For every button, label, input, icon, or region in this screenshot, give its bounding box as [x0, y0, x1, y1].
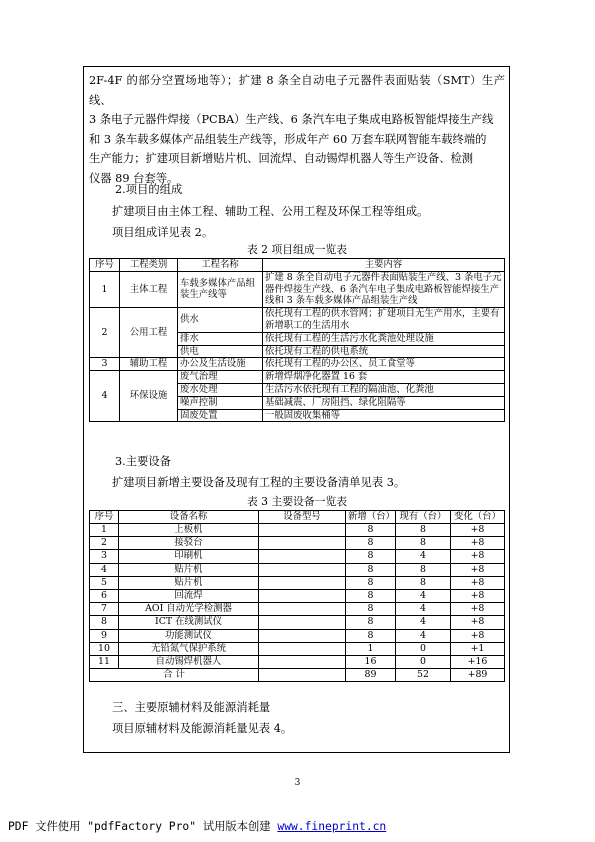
section-heading-2: 2.项目的组成: [115, 183, 183, 196]
table-row: [90, 656, 505, 669]
table3-body: [90, 524, 505, 669]
content-cell: 基础减震、厂房阻挡、绿化阻隔等: [263, 396, 505, 409]
table-row: [90, 308, 505, 333]
table-cell: +1: [451, 642, 505, 655]
table-cell: 1: [346, 642, 396, 655]
table-cell: ICT 在线测试仪: [119, 616, 259, 629]
table-cell: 8: [346, 629, 396, 642]
content-cell: 依托现有工程的供水管网；扩建项目无生产用水，主要有新增职工的生活用水: [263, 308, 505, 333]
total-cell: [259, 669, 346, 682]
header-cell: 主要内容: [263, 259, 505, 272]
category-cell: 辅助工程: [120, 358, 178, 371]
table-cell: 4: [90, 563, 119, 576]
name-cell: 车载多媒体产品组装生产线等: [178, 271, 263, 307]
footer-link[interactable]: www.fineprint.cn: [277, 820, 387, 833]
table-cell: 6: [90, 590, 119, 603]
table-cell: [259, 563, 346, 576]
table-cell: 贴片机: [119, 563, 259, 576]
table-cell: 1: [90, 524, 119, 537]
category-cell: 主体工程: [120, 271, 178, 307]
content-cell: 新增焊烟净化器置 16 套: [263, 371, 505, 384]
table-cell: AOI 自动光学检测器: [119, 603, 259, 616]
table-header-row: [90, 259, 505, 272]
table-cell: +8: [451, 603, 505, 616]
section2-paragraph: 项目组成详见表 2。: [112, 226, 214, 239]
header-cell: 设备名称: [119, 511, 259, 524]
table-cell: 8: [346, 537, 396, 550]
table-row: [90, 550, 505, 563]
table-cell: [259, 642, 346, 655]
content-cell: 依托现有工程的供电系统: [263, 345, 505, 358]
content-cell: 生活污水依托现有工程的隔油池、化粪池: [263, 383, 505, 396]
table-cell: 4: [396, 590, 451, 603]
table-cell: 8: [396, 576, 451, 589]
table-cell: 自动锡焊机器人: [119, 656, 259, 669]
table3-caption: 表 3 主要设备一览表: [246, 495, 348, 508]
intro-line: 和 3 条车载多媒体产品组装生产线等，形成年产 60 万套车联网智能车载终端的: [89, 132, 487, 146]
table-cell: 8: [396, 563, 451, 576]
header-cell: 序号: [90, 259, 120, 272]
total-cell: 52: [396, 669, 451, 682]
name-cell: 噪声控制: [178, 396, 263, 409]
table-cell: 8: [346, 576, 396, 589]
table-cell: 8: [396, 537, 451, 550]
table-cell: 0: [396, 656, 451, 669]
header-cell: 新增（台）: [346, 511, 396, 524]
row-number: 2: [90, 308, 120, 358]
table-cell: 8: [90, 616, 119, 629]
total-cell: +89: [451, 669, 505, 682]
table-cell: 上板机: [119, 524, 259, 537]
table-cell: [259, 537, 346, 550]
row-number: 1: [90, 271, 120, 307]
table-row: [90, 371, 505, 384]
table-row: [90, 524, 505, 537]
category-cell: 公用工程: [120, 308, 178, 358]
table-cell: 接驳台: [119, 537, 259, 550]
header-cell: 工程类别: [120, 259, 178, 272]
table-row: [90, 642, 505, 655]
table-cell: [259, 524, 346, 537]
table-cell: 印刷机: [119, 550, 259, 563]
table-cell: 16: [346, 656, 396, 669]
table-cell: 9: [90, 629, 119, 642]
table-row: [90, 590, 505, 603]
table-cell: 无铅氮气保护系统: [119, 642, 259, 655]
table-cell: [259, 629, 346, 642]
table-row: [90, 576, 505, 589]
section-heading-three: 三、主要原辅材料及能源消耗量: [112, 701, 271, 714]
table-cell: 回流焊: [119, 590, 259, 603]
footer: [8, 818, 386, 834]
table-cell: 4: [396, 616, 451, 629]
header-cell: 变化（台）: [451, 511, 505, 524]
table-cell: 11: [90, 656, 119, 669]
content-cell: 扩建 8 条全自动电子元器件表面贴装生产线、3 条电子元器件焊接生产线、6 条汽车电子集成电路板智能焊接生产线和 3 条车载多媒体产品组装生产线: [263, 271, 505, 307]
table-cell: +8: [451, 590, 505, 603]
intro-line: 仪器 89 台套等。: [89, 171, 179, 185]
table-row: [90, 358, 505, 371]
table-cell: +8: [451, 616, 505, 629]
section-heading-3: 3.主要设备: [115, 455, 171, 468]
table-cell: 8: [396, 524, 451, 537]
name-cell: 废气治理: [178, 371, 263, 384]
table-cell: 3: [90, 550, 119, 563]
table-row: [90, 537, 505, 550]
content-cell: 依托现有工程的办公区、员工食堂等: [263, 358, 505, 371]
table-cell: 4: [396, 603, 451, 616]
table-cell: 8: [346, 603, 396, 616]
table-cell: [259, 656, 346, 669]
total-row: [90, 669, 505, 682]
table-cell: 8: [346, 524, 396, 537]
table-row: [90, 603, 505, 616]
table-cell: 功能测试仪: [119, 629, 259, 642]
intro-line: 3 条电子元器件焊接（PCBA）生产线、6 条汽车电子集成电路板智能焊接生产线: [89, 113, 494, 126]
table-row: [90, 616, 505, 629]
table-cell: 贴片机: [119, 576, 259, 589]
table-cell: 10: [90, 642, 119, 655]
section2-paragraph: 扩建项目由主体工程、辅助工程、公用工程及环保工程等组成。: [112, 205, 429, 218]
table-cell: 7: [90, 603, 119, 616]
table-2: [89, 258, 505, 422]
table-cell: 8: [346, 550, 396, 563]
intro-line: 生产能力；扩建项目新增贴片机、回流焊、自动锡焊机器人等生产设备、检测: [89, 152, 474, 165]
header-cell: 设备型号: [259, 511, 346, 524]
header-cell: 序号: [90, 511, 119, 524]
total-cell: 89: [346, 669, 396, 682]
table-cell: 4: [396, 550, 451, 563]
table-cell: 8: [346, 563, 396, 576]
section-three-paragraph: 项目原辅材料及能源消耗量见表 4。: [112, 722, 293, 735]
name-cell: 供电: [178, 345, 263, 358]
table-cell: +8: [451, 576, 505, 589]
table-3: [89, 510, 505, 682]
table-cell: [259, 590, 346, 603]
content-cell: 依托现有工程的生活污水化粪池处理设施: [263, 332, 505, 345]
header-cell: 现有（台）: [396, 511, 451, 524]
table-cell: +8: [451, 524, 505, 537]
name-cell: 排水: [178, 332, 263, 345]
table-cell: +8: [451, 537, 505, 550]
table-cell: [259, 616, 346, 629]
page-number: 3: [294, 778, 301, 788]
table-row: [90, 629, 505, 642]
category-cell: 环保设施: [120, 371, 178, 422]
table-cell: 0: [396, 642, 451, 655]
row-number: 4: [90, 371, 120, 422]
table-cell: [259, 603, 346, 616]
footer-text: PDF 文件使用 "pdfFactory Pro" 试用版本创建: [8, 820, 278, 833]
table-row: [90, 271, 505, 307]
section3-paragraph: 扩建项目新增主要设备及现有工程的主要设备清单见表 3。: [112, 476, 406, 489]
table-row: [90, 563, 505, 576]
table-cell: 5: [90, 576, 119, 589]
name-cell: 供水: [178, 308, 263, 333]
table-cell: +8: [451, 629, 505, 642]
header-cell: 工程名称: [178, 259, 263, 272]
total-label: 合 计: [90, 669, 259, 682]
name-cell: 废水处理: [178, 383, 263, 396]
intro-line: 2F-4F 的部分空置场地等）；扩建 8 条全自动电子元器件表面贴装（SMT）生产线、: [89, 74, 505, 107]
table-header-row: [90, 511, 505, 524]
table-cell: 8: [346, 590, 396, 603]
content-cell: 一般固废收集桶等: [263, 409, 505, 422]
table-cell: 8: [346, 616, 396, 629]
table-cell: +8: [451, 550, 505, 563]
name-cell: 固废处置: [178, 409, 263, 422]
table-cell: [259, 550, 346, 563]
row-number: 3: [90, 358, 120, 371]
table-cell: +8: [451, 563, 505, 576]
table-cell: 2: [90, 537, 119, 550]
table2-caption: 表 2 项目组成一览表: [246, 243, 348, 256]
table-cell: [259, 576, 346, 589]
table-cell: +16: [451, 656, 505, 669]
name-cell: 办公及生活设施: [178, 358, 263, 371]
intro-paragraph: [89, 71, 505, 188]
table-cell: 4: [396, 629, 451, 642]
